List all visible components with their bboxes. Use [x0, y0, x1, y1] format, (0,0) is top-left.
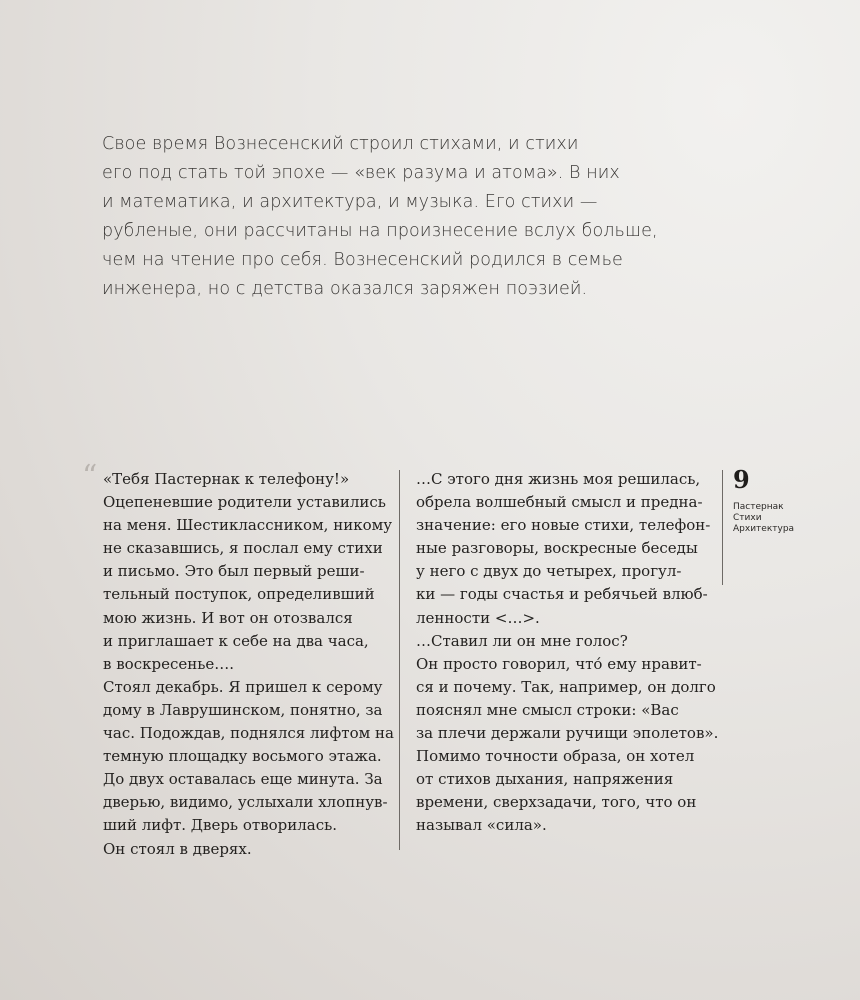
intro-line: инженера, но с детства оказался заряжен поэзией. — [102, 279, 588, 299]
right-column-line: обрела волшебный смысл и предна- — [416, 493, 703, 512]
left-column-line: тельный поступок, определивший — [103, 585, 375, 604]
left-column-line: темную площадку восьмого этажа. — [103, 747, 382, 766]
column-divider — [399, 470, 400, 850]
quote-mark: “ — [82, 459, 98, 494]
quote-column-left — [103, 468, 394, 861]
intro-line: рубленые, они рассчитаны на произнесение вслух больше, — [102, 221, 658, 241]
topic-label: Пастернак — [733, 502, 784, 512]
right-column-line: …С этого дня жизнь моя решилась, — [416, 470, 701, 488]
left-column-line: в воскресенье…. — [103, 654, 235, 673]
left-column-line: Он стоял в дверях. — [103, 839, 252, 858]
intro-paragraph — [102, 130, 722, 304]
left-column-line: дому в Лаврушинском, понятно, за — [103, 700, 383, 719]
right-column-line: за плечи держали ручищи эполетов». — [416, 724, 719, 743]
quote-column-right — [416, 468, 719, 838]
section-number: 9 — [733, 465, 750, 494]
right-column-line: Помимо точности образа, он хотел — [416, 747, 695, 766]
right-column-line: у него с двух до четырех, прогул- — [416, 562, 682, 581]
right-column-line: от стихов дыхания, напряжения — [416, 770, 674, 789]
intro-line: Свое время Вознесенский строил стихами, и стихи — [102, 134, 579, 154]
right-column-line: ленности <…>. — [416, 608, 540, 627]
right-column-line: …Ставил ли он мне голос? — [416, 631, 628, 650]
left-column-line: До двух оставалась еще минута. За — [103, 770, 383, 789]
left-column-line: Стоял декабрь. Я пришел к серому — [103, 677, 383, 696]
left-column-line: и письмо. Это был первый реши- — [103, 562, 365, 581]
intro-line: его под стать той эпохе — «век разума и атома». В них — [102, 163, 620, 183]
left-column-line: Оцепеневшие родители уставились — [103, 493, 386, 512]
left-column-line: мою жизнь. И вот он отозвался — [103, 608, 353, 627]
section-topics — [733, 502, 794, 535]
right-column-line: времени, сверхзадачи, того, что он — [416, 793, 697, 812]
topic-label: Архитектура — [733, 524, 795, 534]
sidebar-divider — [722, 470, 723, 585]
right-column-line: называл «сила». — [416, 816, 547, 835]
intro-line: чем на чтение про себя. Вознесенский родился в семье — [102, 250, 623, 270]
left-column-line: на меня. Шестиклассником, никому — [103, 516, 393, 535]
left-column-line: ший лифт. Дверь отворилась. — [103, 816, 338, 835]
right-column-line: ся и почему. Так, например, он долго — [416, 677, 716, 696]
right-column-line: значение: его новые стихи, телефон- — [416, 516, 711, 535]
right-column-line: Он просто говорил, что́ ему нравит- — [416, 654, 702, 673]
right-column-line: пояснял мне смысл строки: «Вас — [416, 700, 679, 719]
left-column-line: «Тебя Пастернак к телефону!» — [103, 470, 350, 488]
right-column-line: ки — годы счастья и ребячьей влюб- — [416, 585, 708, 604]
right-column-line: ные разговоры, воскресные беседы — [416, 539, 698, 558]
intro-line: и математика, и архитектура, и музыка. Его стихи — — [102, 192, 598, 212]
topic-label: Стихи — [733, 513, 762, 523]
left-column-line: и приглашает к себе на два часа, — [103, 631, 369, 650]
left-column-line: дверью, видимо, услыхали хлопнув- — [103, 793, 388, 812]
left-column-line: час. Подождав, поднялся лифтом на — [103, 724, 394, 743]
left-column-line: не сказавшись, я послал ему стихи — [103, 539, 383, 558]
